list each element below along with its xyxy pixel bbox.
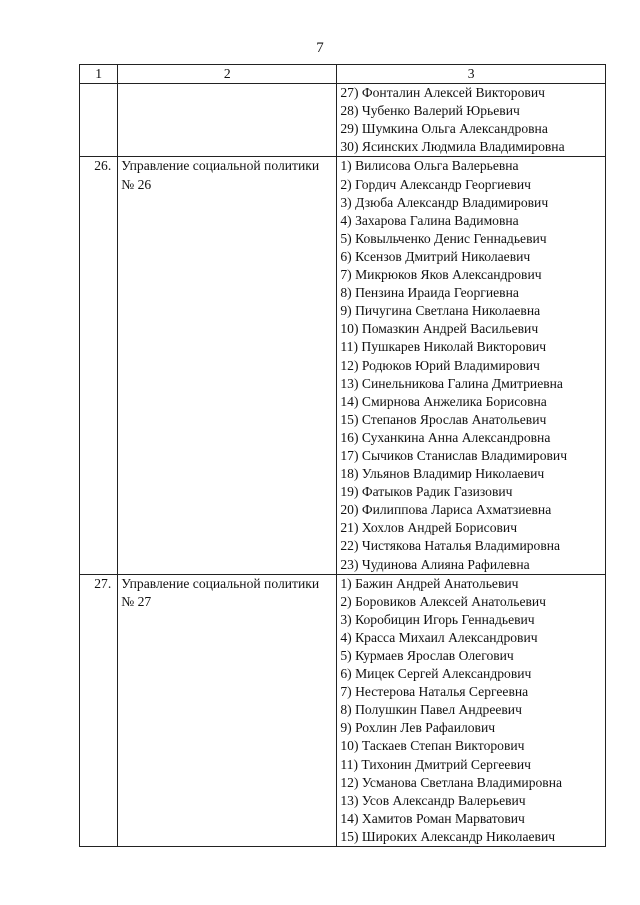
member-name: 23) Чудинова Алияна Рафилевна bbox=[340, 556, 530, 572]
row-number bbox=[80, 84, 118, 157]
member-name: 27) Фонталин Алексей Викторович bbox=[340, 85, 545, 101]
member-name: 15) Широких Александр Николаевич bbox=[340, 828, 556, 844]
member-list bbox=[337, 157, 606, 574]
member-name: 30) Ясинских Людмила Владимировна bbox=[340, 139, 565, 155]
member-name: 7) Нестерова Наталья Сергеевна bbox=[340, 684, 529, 700]
column-header-names: 3 bbox=[337, 65, 606, 84]
member-list bbox=[337, 84, 606, 157]
column-header-department: 2 bbox=[118, 65, 337, 84]
page-number: 7 bbox=[316, 40, 324, 56]
member-name: 2) Боровиков Алексей Анатольевич bbox=[340, 593, 547, 609]
member-list bbox=[337, 574, 606, 846]
department-name bbox=[118, 84, 337, 157]
member-name: 12) Родюков Юрий Владимирович bbox=[340, 357, 540, 373]
member-name: 12) Усманова Светлана Владимировна bbox=[340, 774, 563, 790]
department-name: Управление социальной политики № 27 bbox=[118, 574, 337, 846]
member-name: 10) Помазкин Андрей Васильевич bbox=[340, 321, 539, 337]
member-name: 3) Коробицин Игорь Геннадьевич bbox=[340, 611, 535, 627]
department-name: Управление социальной политики № 26 bbox=[118, 157, 337, 574]
member-name: 3) Дзюба Александр Владимирович bbox=[340, 194, 549, 210]
member-name: 29) Шумкина Ольга Александровна bbox=[340, 121, 548, 137]
member-name: 10) Таскаев Степан Викторович bbox=[340, 738, 525, 754]
assignment-table bbox=[79, 64, 606, 847]
member-name: 17) Сычиков Станислав Владимирович bbox=[340, 447, 568, 463]
row-number: 27. bbox=[80, 574, 118, 846]
member-name: 6) Ксензов Дмитрий Николаевич bbox=[340, 248, 531, 264]
member-name: 20) Филиппова Лариса Ахматзиевна bbox=[340, 502, 552, 518]
member-name: 8) Пензина Ираида Георгиевна bbox=[340, 285, 519, 301]
member-name: 18) Ульянов Владимир Николаевич bbox=[340, 466, 545, 482]
table-row bbox=[80, 157, 606, 574]
member-name: 14) Хамитов Роман Марватович bbox=[340, 810, 525, 826]
table-body bbox=[80, 84, 606, 847]
member-name: 22) Чистякова Наталья Владимировна bbox=[340, 538, 561, 554]
member-name: 4) Захарова Галина Вадимовна bbox=[340, 212, 519, 228]
member-name: 13) Усов Александр Валерьевич bbox=[340, 792, 526, 808]
member-name: 19) Фатыков Радик Газизович bbox=[340, 484, 513, 500]
member-name: 11) Тихонин Дмитрий Сергеевич bbox=[340, 756, 531, 772]
member-name: 21) Хохлов Андрей Борисович bbox=[340, 520, 518, 536]
column-header-number: 1 bbox=[80, 65, 118, 84]
member-name: 9) Пичугина Светлана Николаевна bbox=[340, 303, 541, 319]
table-row bbox=[80, 84, 606, 157]
member-name: 14) Смирнова Анжелика Борисовна bbox=[340, 393, 547, 409]
member-name: 6) Мицек Сергей Александрович bbox=[340, 666, 532, 682]
member-name: 7) Микрюков Яков Александрович bbox=[340, 267, 542, 283]
member-name: 11) Пушкарев Николай Викторович bbox=[340, 339, 547, 355]
table-header-row bbox=[80, 65, 606, 84]
member-name: 9) Рохлин Лев Рафаилович bbox=[340, 720, 496, 736]
member-name: 5) Курмаев Ярослав Олегович bbox=[340, 648, 514, 663]
member-name: 1) Бажин Андрей Анатольевич bbox=[340, 575, 519, 591]
member-name: 1) Вилисова Ольга Валерьевна bbox=[340, 158, 519, 174]
table-row bbox=[80, 574, 606, 846]
member-name: 4) Красса Михаил Александрович bbox=[340, 629, 538, 645]
member-name: 16) Суханкина Анна Александровна bbox=[340, 429, 551, 445]
member-name: 2) Гордич Александр Георгиевич bbox=[340, 176, 531, 192]
member-name: 8) Полушкин Павел Андреевич bbox=[340, 702, 522, 718]
member-name: 13) Синельникова Галина Дмитриевна bbox=[340, 375, 563, 391]
member-name: 15) Степанов Ярослав Анатольевич bbox=[340, 411, 547, 427]
member-name: 28) Чубенко Валерий Юрьевич bbox=[340, 103, 520, 119]
row-number: 26. bbox=[80, 157, 118, 574]
member-name: 5) Ковыльченко Денис Геннадьевич bbox=[340, 230, 547, 246]
